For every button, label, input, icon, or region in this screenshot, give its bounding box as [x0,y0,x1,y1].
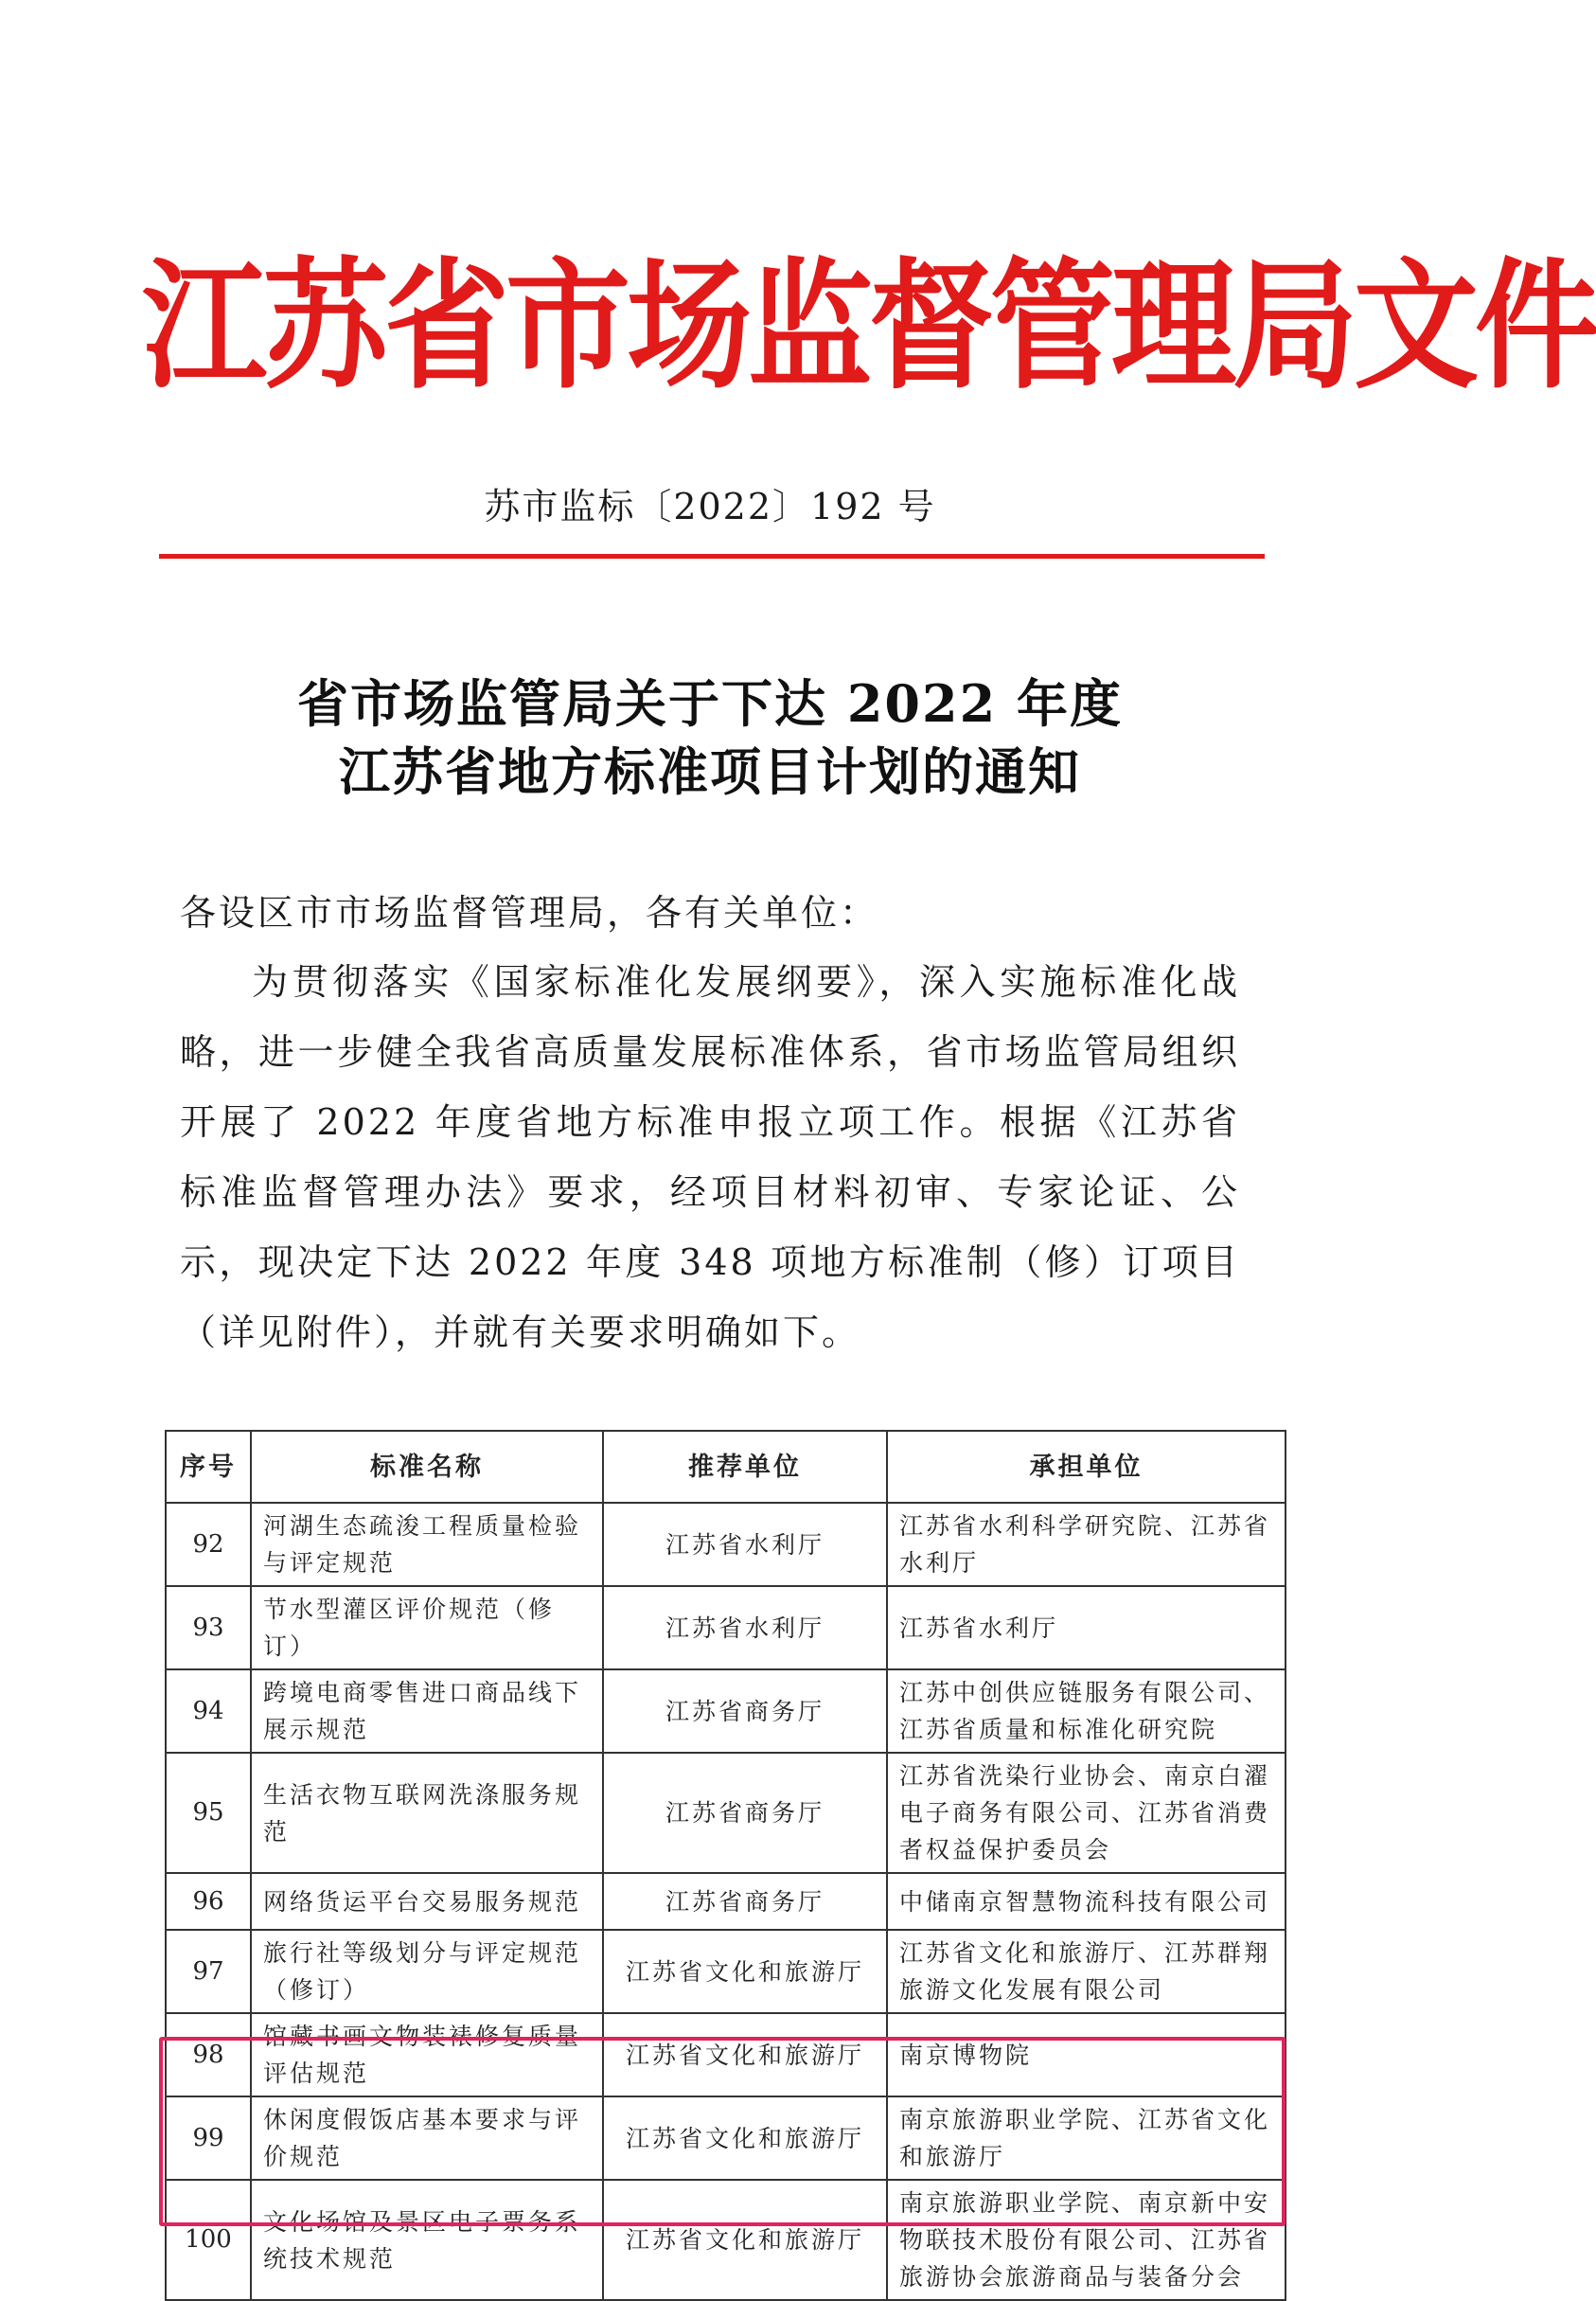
red-divider [159,554,1265,559]
header-undertaker: 承担单位 [887,1431,1286,1503]
highlight-box [159,2037,1286,2226]
row-undertaker: 南京旅游职业学院、江苏省文化和旅游厅 [887,2096,1286,2180]
row-standard-name: 节水型灌区评价规范（修订） [251,1586,603,1669]
row-serial: 96 [166,1873,251,1930]
row-serial: 94 [166,1669,251,1753]
header-serial: 序号 [166,1431,251,1503]
row-standard-name: 旅行社等级划分与评定规范（修订） [251,1930,603,2013]
row-recommender: 江苏省文化和旅游厅 [603,2096,887,2180]
row-recommender: 江苏省商务厅 [603,1669,887,1753]
row-recommender: 江苏省商务厅 [603,1873,887,1930]
row-serial: 100 [166,2180,251,2300]
row-undertaker: 南京旅游职业学院、南京新中安物联技术股份有限公司、江苏省旅游协会旅游商品与装备分会 [887,2180,1286,2300]
row-serial: 98 [166,2013,251,2096]
row-serial: 99 [166,2096,251,2180]
table-row [166,1930,1286,2013]
row-undertaker: 中储南京智慧物流科技有限公司 [887,1873,1286,1930]
row-recommender: 江苏省文化和旅游厅 [603,1930,887,2013]
row-standard-name: 河湖生态疏浚工程质量检验与评定规范 [251,1503,603,1586]
row-undertaker: 江苏中创供应链服务有限公司、江苏省质量和标准化研究院 [887,1669,1286,1753]
row-standard-name: 馆藏书画文物装裱修复质量评估规范 [251,2013,603,2096]
row-serial: 93 [166,1586,251,1669]
row-serial: 95 [166,1753,251,1873]
table-row [166,1669,1286,1753]
row-undertaker: 江苏省水利厅 [887,1586,1286,1669]
row-recommender: 江苏省水利厅 [603,1503,887,1586]
masthead-title: 江苏省市场监督管理局文件 [142,244,1596,409]
table-row [166,1873,1286,1930]
row-recommender: 江苏省文化和旅游厅 [603,2013,887,2096]
salutation: 各设区市市场监督管理局，各有关单位： [180,892,879,934]
row-standard-name: 生活衣物互联网洗涤服务规范 [251,1753,603,1873]
header-standard-name: 标准名称 [251,1431,603,1503]
header-recommender: 推荐单位 [603,1431,887,1503]
document-number: 苏市监标〔2022〕192 号 [484,486,936,527]
row-undertaker: 江苏省洗染行业协会、南京白濯电子商务有限公司、江苏省消费者权益保护委员会 [887,1753,1286,1873]
row-undertaker: 江苏省文化和旅游厅、江苏群翔旅游文化发展有限公司 [887,1930,1286,2013]
row-standard-name: 网络货运平台交易服务规范 [251,1873,603,1930]
notice-title-line2: 江苏省地方标准项目计划的通知 [339,741,1081,802]
row-undertaker: 南京博物院 [887,2013,1286,2096]
table-row [166,1753,1286,1873]
table-row [166,1586,1286,1669]
table-row [166,1503,1286,1586]
row-standard-name: 跨境电商零售进口商品线下展示规范 [251,1669,603,1753]
row-undertaker: 江苏省水利科学研究院、江苏省水利厅 [887,1503,1286,1586]
row-recommender: 江苏省文化和旅游厅 [603,2180,887,2300]
body-paragraph: 为贯彻落实《国家标准化发展纲要》，深入实施标准化战略，进一步健全我省高质量发展标准体系，省市场监管局组织开展了 2022 年度省地方标准申报立项工作。根据《江苏省标准监督管理办法》要求，经项目材料初审、专家论证、公示，现决定下达 2022 年度 348 项地方标准制（修）订项目（详见附件），并就有关要求明确如下。 [180,961,1240,1353]
notice-title-line1: 省市场监管局关于下达 2022 年度 [297,673,1123,734]
row-serial: 97 [166,1930,251,2013]
row-standard-name: 休闲度假饭店基本要求与评价规范 [251,2096,603,2180]
row-recommender: 江苏省商务厅 [603,1753,887,1873]
table-header-row [166,1431,1286,1503]
row-recommender: 江苏省水利厅 [603,1586,887,1669]
row-serial: 92 [166,1503,251,1586]
row-standard-name: 文化场馆及景区电子票务系统技术规范 [251,2180,603,2300]
